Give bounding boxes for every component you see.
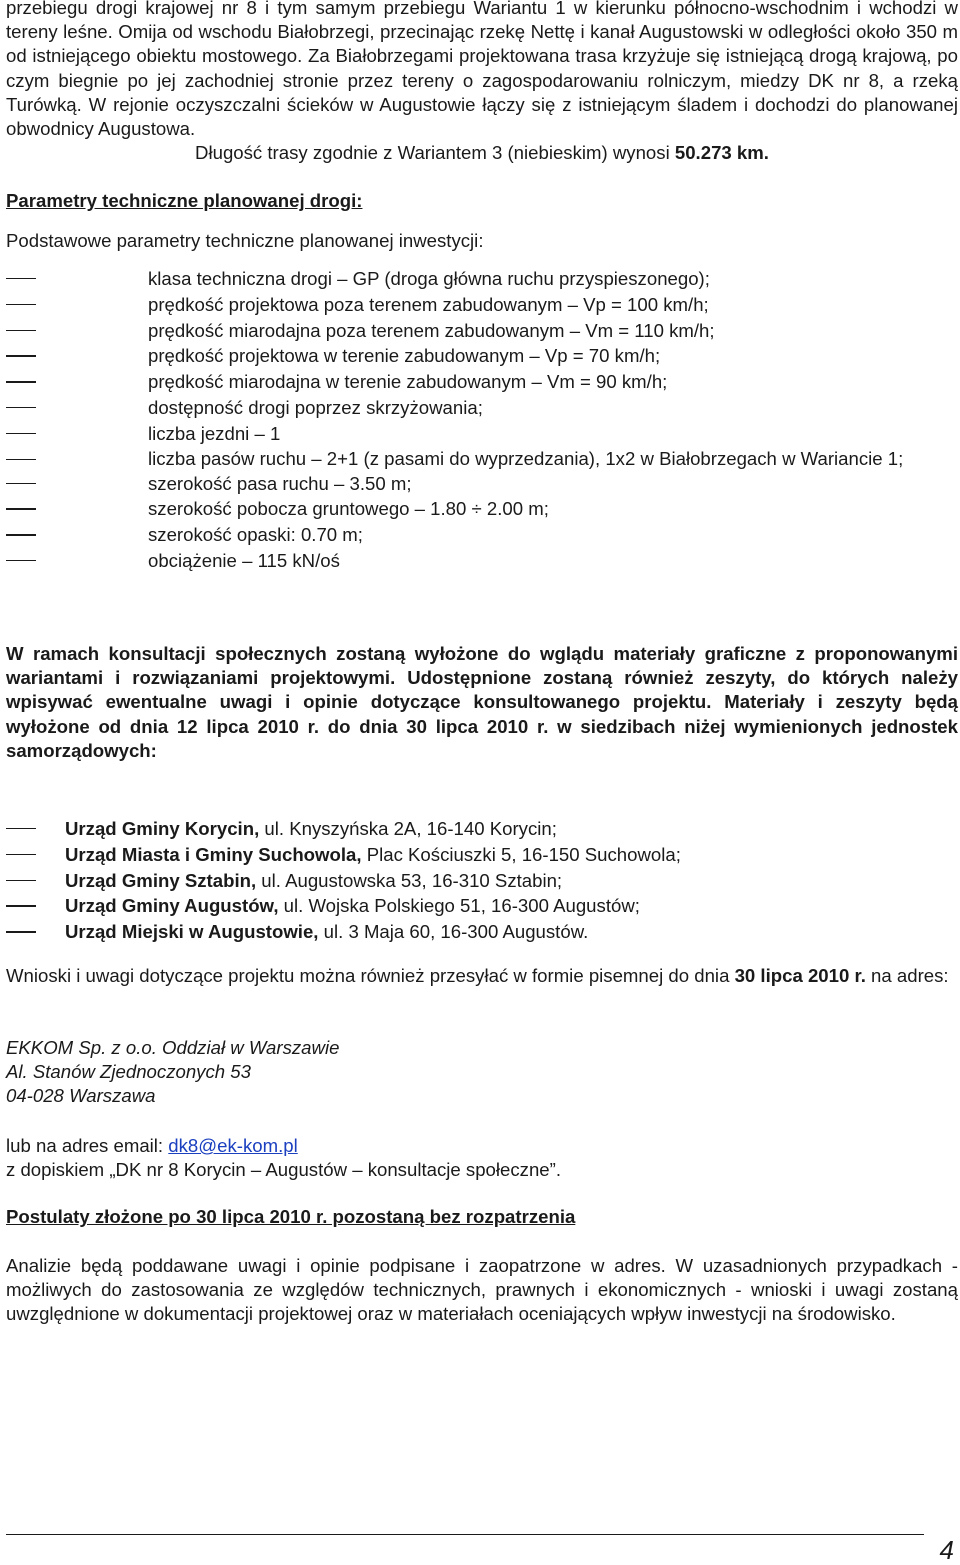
list-item: obciążenie – 115 kN/oś bbox=[6, 548, 958, 574]
office-name: Urząd Miasta i Gminy Suchowola, bbox=[65, 843, 362, 865]
page-number: 4 bbox=[939, 1535, 954, 1565]
office-address: ul. Wojska Polskiego 51, 16-300 Augustów; bbox=[278, 895, 640, 917]
route-length-text: Długość trasy zgodnie z Wariantem 3 (niebieskim) wynosi bbox=[195, 142, 675, 164]
params-lead: Podstawowe parametry techniczne planowanej inwestycji: bbox=[6, 230, 484, 251]
dash-bullet-icon bbox=[6, 483, 36, 484]
list-item: prędkość projektowa w terenie zabudowanym – Vp = 70 km/h; bbox=[6, 343, 958, 369]
office-address: ul. Augustowska 53, 16-310 Sztabin; bbox=[256, 869, 563, 891]
dash-bullet-icon bbox=[6, 433, 36, 434]
consultation-paragraph: W ramach konsultacji społecznych zostaną wyłożone do wglądu materiały graficzne z proponowanymi wariantami i rozwiązaniami projektowymi. Udostępnione zostaną również zeszyty, do których należy wpisywać ewentualne uwagi i opinie dotyczące konsultowanego projektu. Materiały i zeszyty będą wyłożone od dnia 12 lipca 2010 r. do dnia 30 lipca 2010 r. w siedzibach niżej wymienionych jednostek samorządowych: bbox=[6, 643, 958, 761]
dash-bullet-icon bbox=[6, 931, 36, 932]
dash-bullet-icon bbox=[6, 330, 36, 331]
dash-bullet-icon bbox=[6, 560, 36, 561]
params-list bbox=[6, 266, 958, 574]
dash-bullet-icon bbox=[6, 278, 36, 279]
dash-bullet-icon bbox=[6, 381, 36, 382]
office-name: Urząd Gminy Korycin, bbox=[65, 818, 260, 839]
office-name: Urząd Gminy Augustów, bbox=[65, 895, 279, 917]
dash-bullet-icon bbox=[6, 905, 36, 906]
office-address: ul. 3 Maja 60, 16-300 Augustów. bbox=[318, 921, 589, 943]
dash-bullet-icon bbox=[6, 355, 36, 356]
office-name: Urząd Gminy Sztabin, bbox=[65, 869, 257, 891]
late-submissions-heading: Postulaty złożone po 30 lipca 2010 r. pozostaną bez rozpatrzenia bbox=[6, 1206, 576, 1227]
list-item: prędkość miarodajna w terenie zabudowanym – Vm = 90 km/h; bbox=[6, 369, 958, 395]
intro-paragraph: przebiegu drogi krajowej nr 8 i tym samym przebiegu Wariantu 1 w kierunku północno-wschodnim i wchodzi w tereny leśne. Omija od wschodu Białobrzegi, przecinając rzekę Nettę i kanał Augustowski w odległości około 350 m od istniejącego obiektu mostowego. Za Białobrzegami projektowana trasa krzyżuje się istniejącą drogą krajową, po czym biegnie po jej zachodniej stronie przez tereny o zagospodarowaniu rolniczym, miedzy DK nr 8, a rzeką Turówką. W rejonie oczyszczalni ścieków w Augustowie łączy się z istniejącym śladem i dochodzi do planowanej obwodnicy Augustowa. bbox=[6, 0, 958, 140]
email-link[interactable]: dk8@ek-kom.pl bbox=[168, 1135, 298, 1156]
analysis-paragraph: Analizie będą poddawane uwagi i opinie podpisane i zaopatrzone w adres. W uzasadnionych przypadkach - możliwych do zastosowania ze względów technicznych, prawnych i ekonomicznych - wnioski i uwagi zostaną uwzględnione w dokumentacji projektowej oraz w materiałach oceniających wpływ inwestycji na środowisko. bbox=[6, 1255, 958, 1325]
list-item: szerokość opaski: 0.70 m; bbox=[6, 522, 958, 548]
params-heading: Parametry techniczne planowanej drogi: bbox=[6, 190, 363, 211]
dash-bullet-icon bbox=[6, 304, 36, 305]
email-section bbox=[6, 1134, 958, 1182]
address-line: 04-028 Warszawa bbox=[6, 1085, 156, 1107]
email-note: z dopiskiem „DK nr 8 Korycin – Augustów – konsultacje społeczne”. bbox=[6, 1159, 561, 1181]
intro-section bbox=[6, 0, 958, 165]
dash-bullet-icon bbox=[6, 508, 36, 509]
list-item: prędkość projektowa poza terenem zabudowanym – Vp = 100 km/h; bbox=[6, 292, 958, 318]
list-item: klasa techniczna drogi – GP (droga główna ruchu przyspieszonego); bbox=[6, 266, 958, 292]
route-length-value: 50.273 km. bbox=[674, 142, 769, 164]
footer-divider bbox=[6, 1534, 924, 1535]
dash-bullet-icon bbox=[6, 459, 36, 460]
address-line: Al. Stanów Zjednoczonych 53 bbox=[6, 1061, 251, 1083]
list-item: liczba pasów ruchu – 2+1 (z pasami do wyprzedzania), 1x2 w Białobrzegach w Wariancie 1; bbox=[6, 447, 958, 471]
dash-bullet-icon bbox=[6, 534, 36, 535]
dash-bullet-icon bbox=[6, 854, 36, 855]
submission-paragraph: Wnioski i uwagi dotyczące projektu można również przesyłać w formie pisemnej do dnia 30 lipca 2010 r. na adres: bbox=[6, 965, 949, 986]
list-item bbox=[6, 919, 958, 945]
office-address: ul. Knyszyńska 2A, 16-140 Korycin; bbox=[259, 818, 557, 839]
dash-bullet-icon bbox=[6, 880, 36, 881]
address-line: EKKOM Sp. z o.o. Oddział w Warszawie bbox=[6, 1037, 340, 1058]
offices-list bbox=[6, 816, 958, 945]
office-address: Plac Kościuszki 5, 16-150 Suchowola; bbox=[361, 843, 681, 865]
route-length bbox=[6, 141, 958, 165]
list-item: dostępność drogi poprzez skrzyżowania; bbox=[6, 395, 958, 421]
list-item bbox=[6, 816, 958, 842]
list-item bbox=[6, 868, 958, 894]
email-line: lub na adres email: dk8@ek-kom.pl bbox=[6, 1135, 298, 1156]
list-item bbox=[6, 842, 958, 868]
office-name: Urząd Miejski w Augustowie, bbox=[65, 921, 319, 943]
list-item: prędkość miarodajna poza terenem zabudowanym – Vm = 110 km/h; bbox=[6, 318, 958, 344]
submission-deadline: 30 lipca 2010 r. bbox=[734, 965, 866, 986]
list-item bbox=[6, 893, 958, 919]
list-item: liczba jezdni – 1 bbox=[6, 421, 958, 447]
list-item: szerokość pobocza gruntowego – 1.80 ÷ 2.00 m; bbox=[6, 496, 958, 522]
dash-bullet-icon bbox=[6, 828, 36, 829]
dash-bullet-icon bbox=[6, 407, 36, 408]
list-item: szerokość pasa ruchu – 3.50 m; bbox=[6, 471, 958, 497]
postal-address bbox=[6, 1036, 958, 1109]
